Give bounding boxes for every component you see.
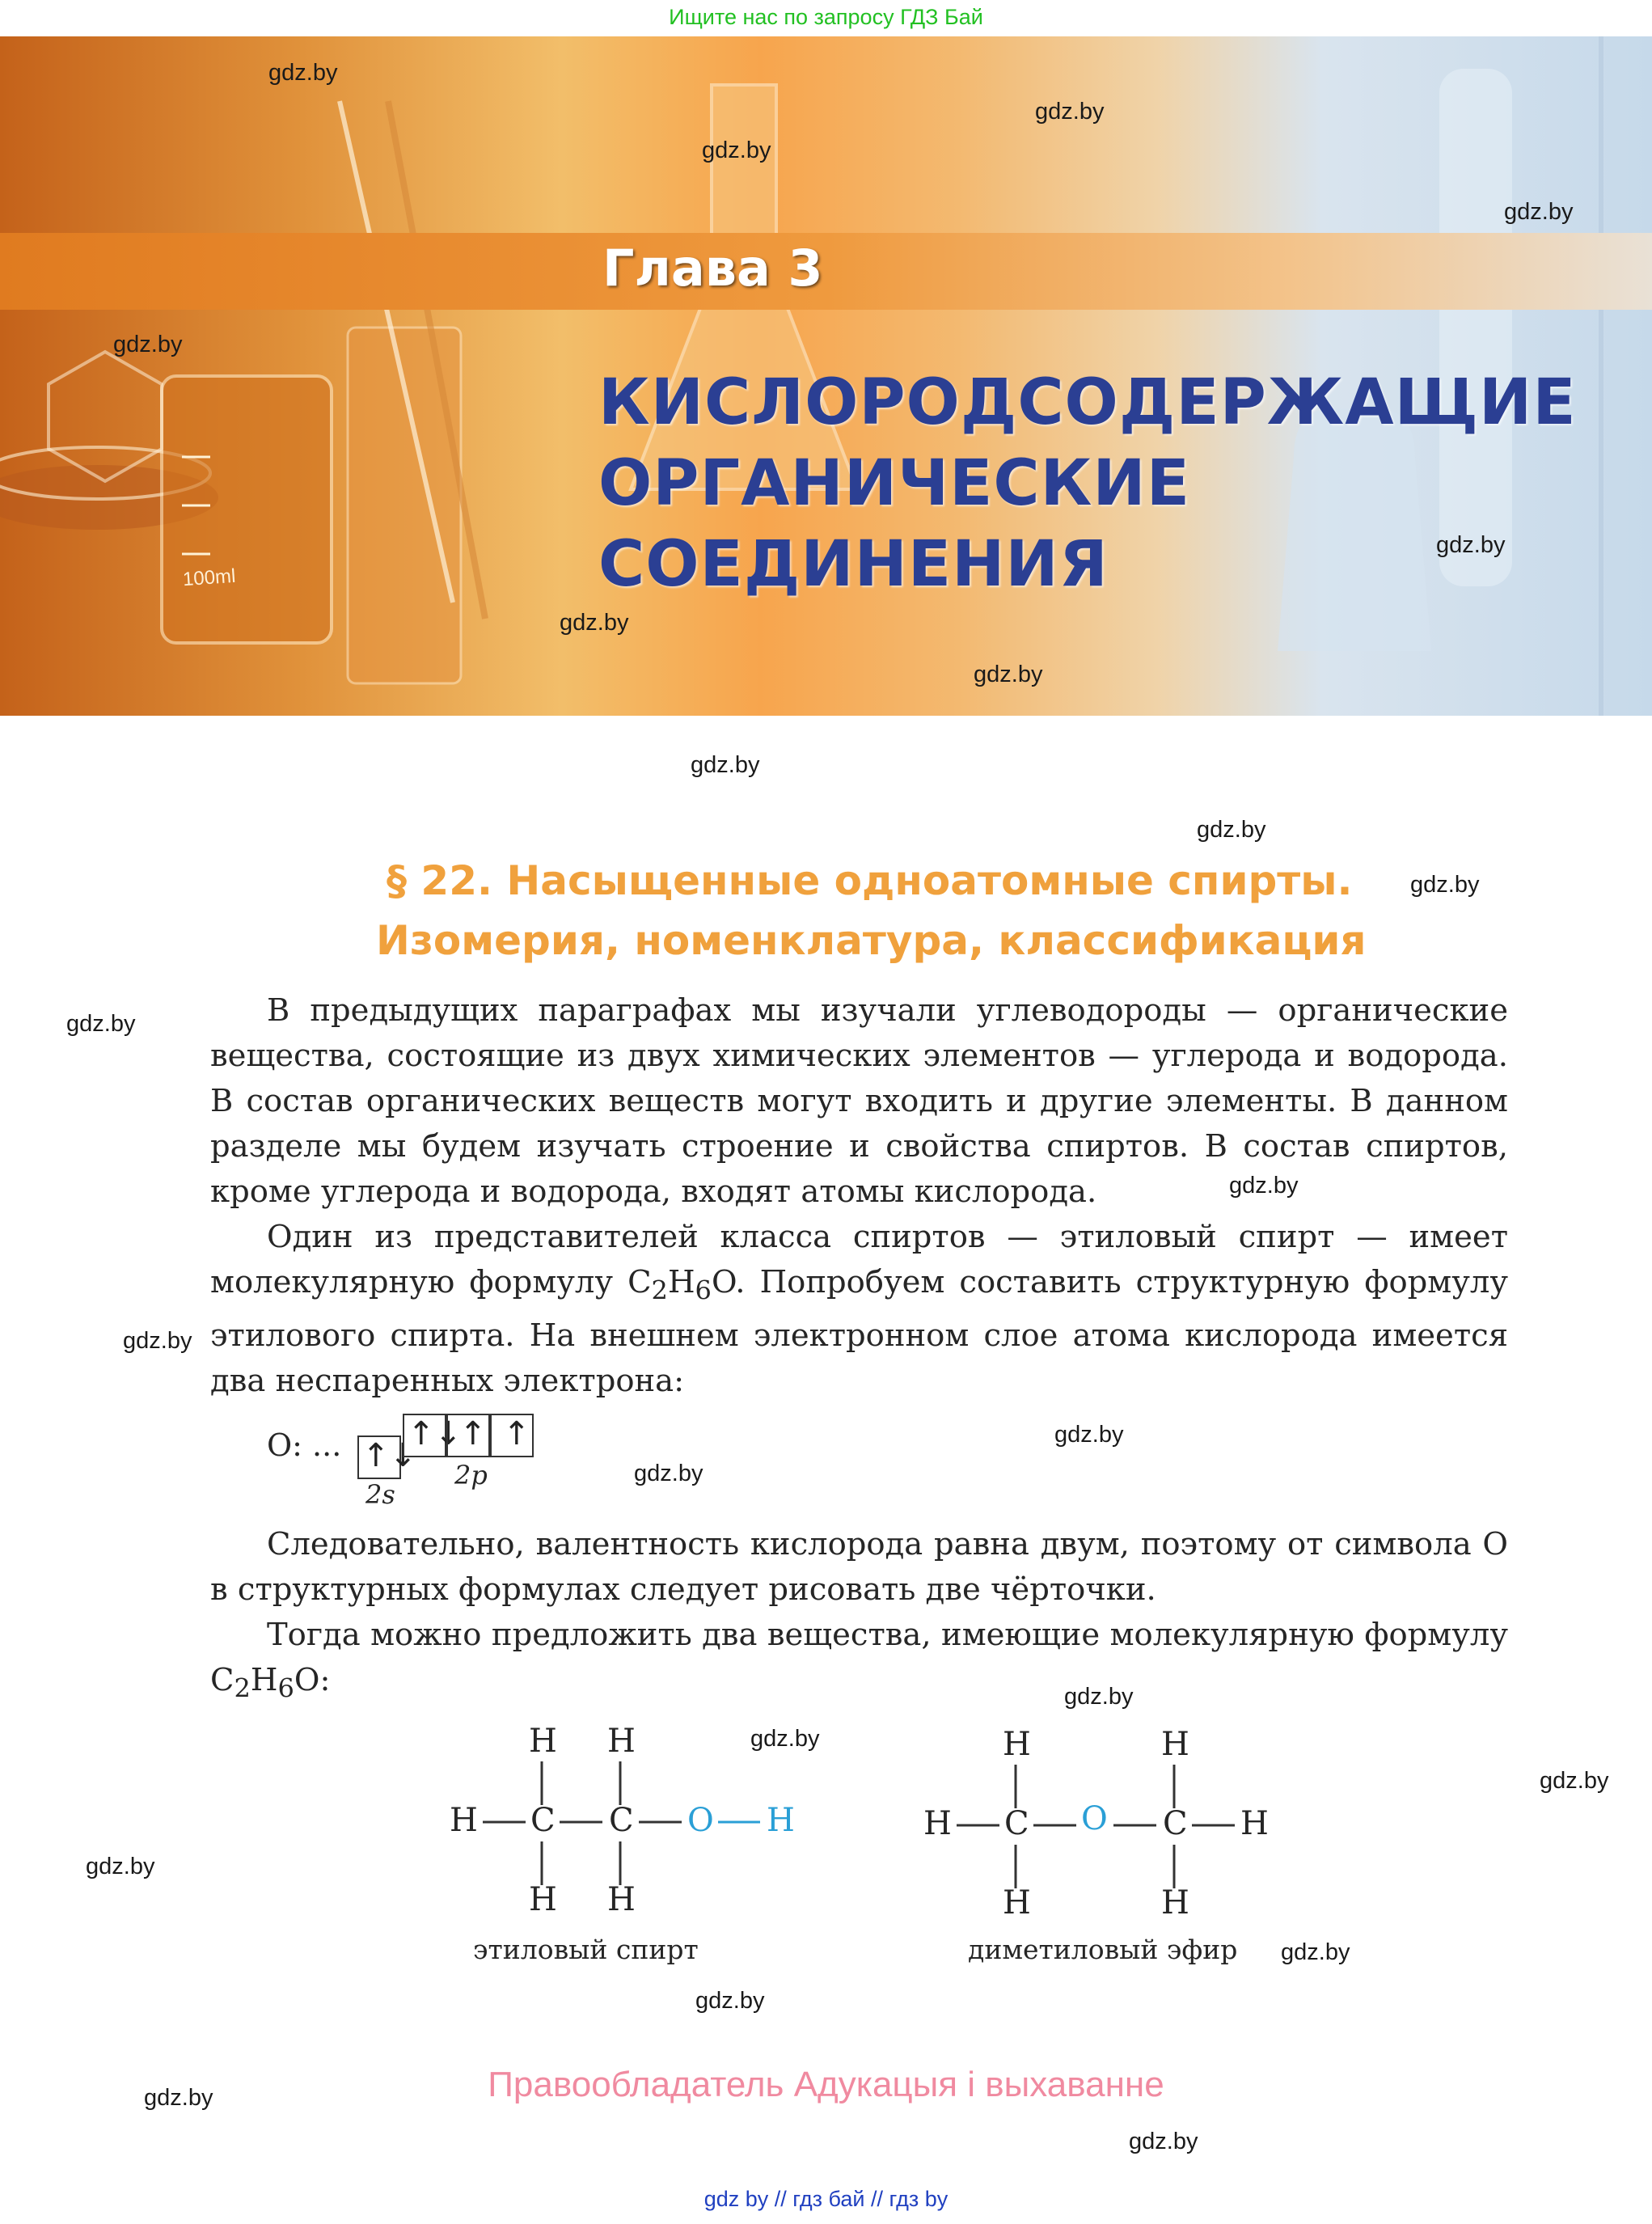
hexagon-molecule-shape [49,352,162,481]
electron-pair-icon: ↑↓ [408,1415,463,1452]
watermark: gdz.by [144,2085,213,2111]
watermark: gdz.by [750,1726,820,1752]
paragraph-text-part: O. Попробуем составить структурную формулу этилового спирта. На внешнем электронном слое атома кислорода имеется два неспаренных электрона: [210,1264,1508,1399]
watermark: gdz.by [634,1461,703,1486]
paragraph-text-part: O: [294,1662,331,1698]
beaker-shape [162,376,332,643]
chapter-band [0,233,1652,310]
formula-element: H [250,1662,278,1698]
orbital-box-2p-1 [403,1414,463,1457]
atom-oxygen: O [1081,1800,1108,1837]
atom-hydrogen: H [607,1723,636,1760]
paragraph-text-part: Тогда можно предложить два вещества, имеющие молекулярную формулу C [210,1617,1508,1698]
watermark: gdz.by [1410,872,1480,898]
formula-subscript: 2 [651,1275,668,1306]
paragraph-intro-text: В предыдущих параграфах мы изучали углеводороды — органические вещества, состоящие из двух химических элементов — углерода и водорода. В состав органических веществ могут входить и другие элементы. В данном разделе мы будем изучать строение и свойства спиртов. В состав спиртов, кроме углерода и водорода, входят атомы кислорода. [210,992,1508,1210]
orbital-label-2p: 2p [454,1460,488,1490]
round-flask-shape [1278,408,1431,651]
formula-element: H [667,1264,695,1300]
atom-carbon: C [530,1802,556,1839]
watermark: gdz.by [1035,99,1105,125]
paragraph-intro [210,988,1508,1215]
orbital-box-2p-3 [490,1414,534,1457]
orbital-box-2p-2 [446,1414,490,1457]
watermark: gdz.by [1436,532,1506,558]
dimethyl-ether-caption: диметиловый эфир [968,1934,1238,1965]
formula-subscript: 2 [234,1672,251,1704]
paragraph-text-part: Один из представителей класса спиртов — этиловый спирт — имеет молекулярную формулу C [210,1219,1508,1300]
watermark: gdz.by [1281,1939,1350,1965]
atom-hydrogen: H [923,1805,952,1842]
watermark: gdz.by [1197,817,1266,843]
electron-up-icon: ↑ [503,1415,530,1452]
watermark: gdz.by [702,137,771,163]
watermark: gdz.by [268,60,338,86]
watermark: gdz.by [1054,1422,1124,1448]
watermark: gdz.by [1129,2129,1198,2154]
watermark: gdz.by [86,1854,155,1879]
atom-hydrogen: H [1003,1726,1031,1763]
atom-oxygen: O [687,1802,714,1839]
formula-subscript: 6 [695,1275,712,1306]
atom-hydrogen: H [1240,1805,1269,1842]
watermark: gdz.by [1229,1173,1299,1199]
electron-pair-icon: ↑↓ [362,1437,417,1474]
search-hint-banner: Ищите нас по запросу ГДЗ Бай [669,5,983,29]
watermark: gdz.by [974,662,1043,687]
atom-hydrogen: H [450,1802,478,1839]
glass-tube-shape [1439,69,1512,586]
atom-hydrogen: H [1003,1884,1031,1922]
watermark: gdz.by [691,752,760,778]
atom-hydrogen: H [1161,1726,1189,1763]
orbital-box-2s [357,1435,417,1479]
atom-carbon: C [609,1802,634,1839]
section-title-line-2: Изомерия, номенклатура, классификация [376,917,1367,964]
watermark: gdz.by [1064,1684,1134,1710]
paragraph-isomers [210,1613,1508,1711]
watermark: gdz.by [1540,1768,1609,1794]
copyright-notice: Правообладатель Адукацыя і выхаванне [488,2065,1164,2104]
ethanol-caption: этиловый спирт [473,1934,699,1965]
atom-carbon: C [1004,1805,1029,1842]
chapter-hero-image [0,36,1652,716]
atom-hydrogen: H [529,1723,557,1760]
watermark: gdz.by [560,610,629,636]
atom-hydrogen: H [1161,1884,1189,1922]
paragraph-valence [210,1522,1508,1613]
electron-up-icon: ↑ [459,1415,487,1452]
watermark: gdz.by [695,1988,765,2014]
orbital-prefix: O: ... [267,1427,342,1463]
beaker-volume-label: 100ml [182,564,237,591]
watermark: gdz.by [123,1328,192,1354]
atom-hydrogen: H [607,1881,636,1918]
watermark: gdz.by [66,1011,136,1037]
orbital-label-2s: 2s [365,1479,395,1510]
atom-hydrogen: H [529,1881,557,1918]
chapter-title-line-2: ОРГАНИЧЕСКИЕ [598,447,1190,520]
watermark: gdz.by [113,332,183,357]
atom-carbon: C [1163,1805,1188,1842]
formula-subscript: 6 [277,1672,294,1704]
chapter-number: Глава 3 [602,239,823,298]
chapter-title-line-1: КИСЛОРОДСОДЕРЖАЩИЕ [598,366,1577,439]
atom-hydrogen-hydroxyl: H [767,1802,795,1839]
paragraph-valence-text: Следовательно, валентность кислорода равна двум, поэтому от символа О в структурных формулах следует рисовать две чёрточки. [210,1526,1508,1608]
bottom-site-links[interactable]: gdz by // гдз бай // гдз by [703,2187,949,2211]
watermark: gdz.by [1504,199,1574,225]
chapter-title-line-3: СОЕДИНЕНИЯ [598,528,1109,601]
paragraph-ethanol-formula [210,1215,1508,1404]
section-title-line-1: § 22. Насыщенные одноатомные спирты. [387,857,1353,904]
